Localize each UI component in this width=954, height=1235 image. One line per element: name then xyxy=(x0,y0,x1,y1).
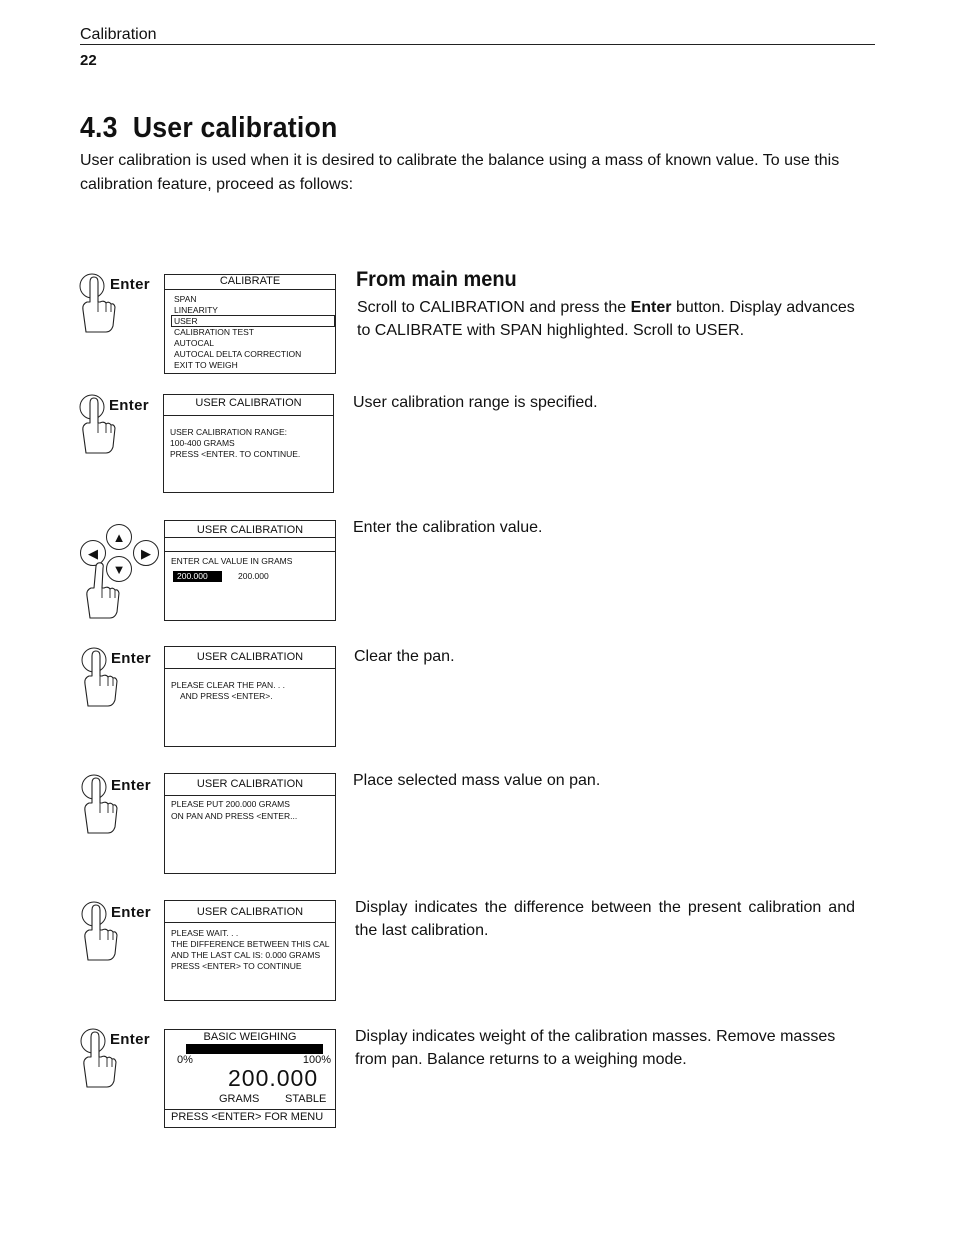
display-header: USER CALIBRATION xyxy=(196,651,304,663)
display-header: USER CALIBRATION xyxy=(196,906,304,918)
enter-button-label[interactable]: Enter xyxy=(110,276,150,293)
arrow-keypad xyxy=(78,522,164,622)
unit-label: GRAMS xyxy=(219,1093,260,1105)
step3-description: Enter the calibration value. xyxy=(353,519,543,536)
display-line: AND THE LAST CAL IS: 0.000 GRAMS xyxy=(171,950,321,960)
enter-button-label[interactable]: Enter xyxy=(111,904,151,921)
enter-button-label[interactable]: Enter xyxy=(111,650,151,667)
enter-button-label[interactable]: Enter xyxy=(110,1031,150,1048)
menu-item-span[interactable]: SPAN xyxy=(174,294,197,304)
display-header: USER CALIBRATION xyxy=(195,397,302,409)
display-clear-pan xyxy=(164,646,336,747)
display-line: PRESS <ENTER. TO CONTINUE. xyxy=(170,449,301,459)
menu-item-calibration-test[interactable]: CALIBRATION TEST xyxy=(174,327,254,337)
cal-value-selected[interactable]: 200.000 xyxy=(173,571,222,582)
display-divider xyxy=(165,289,335,290)
display-divider xyxy=(165,668,335,669)
step5-description: Place selected mass value on pan. xyxy=(353,772,601,789)
hand-press-icon xyxy=(82,558,132,620)
display-line: PRESS <ENTER> TO CONTINUE xyxy=(171,961,302,971)
menu-item-autocal[interactable]: AUTOCAL xyxy=(174,338,214,348)
display-line: PLEASE CLEAR THE PAN. . . xyxy=(171,680,286,690)
arrow-left-button[interactable]: ◀ xyxy=(80,540,106,566)
bar-max-label: 100% xyxy=(302,1054,331,1066)
display-divider xyxy=(165,1109,335,1110)
display-line: ENTER CAL VALUE IN GRAMS xyxy=(171,556,293,566)
display-line: USER CALIBRATION RANGE: xyxy=(170,427,287,437)
menu-item-user[interactable]: USER xyxy=(174,316,198,326)
display-divider xyxy=(165,922,335,923)
display-divider xyxy=(165,537,335,538)
display-line: AND PRESS <ENTER>. xyxy=(180,691,273,701)
display-line: ON PAN AND PRESS <ENTER... xyxy=(171,811,298,821)
display-enter-cal-value xyxy=(164,520,336,621)
header-rule xyxy=(80,44,875,45)
stability-status: STABLE xyxy=(285,1093,327,1105)
page-number: 22 xyxy=(80,52,97,69)
step7-description: Display indicates weight of the calibration masses. Remove masses from pan. Balance returns to a weighing mode. xyxy=(355,1028,836,1068)
weighing-progress-bar xyxy=(186,1044,323,1054)
display-line: THE DIFFERENCE BETWEEN THIS CAL xyxy=(171,939,330,949)
section-title: 4.3 User calibration xyxy=(80,112,338,144)
display-footer: PRESS <ENTER> FOR MENU xyxy=(171,1111,324,1123)
display-header: CALIBRATE xyxy=(219,275,281,287)
arrow-up-button[interactable]: ▲ xyxy=(106,524,132,550)
subsection-title: From main menu xyxy=(356,268,517,291)
display-header: USER CALIBRATION xyxy=(196,524,304,536)
menu-item-exit-to-weigh[interactable]: EXIT TO WEIGH xyxy=(174,360,238,370)
step6-description: Display indicates the difference between the present calibration and the last calibration. xyxy=(355,899,855,939)
display-line: 100-400 GRAMS xyxy=(170,438,235,448)
step1-description: Scroll to CALIBRATION and press the Enter button. Display advances to CALIBRATE with SPAN highlighted. Scroll to USER. xyxy=(357,299,855,339)
display-calibrate-menu xyxy=(164,274,336,374)
menu-item-linearity[interactable]: LINEARITY xyxy=(174,305,218,315)
bar-min-label: 0% xyxy=(177,1054,193,1066)
running-header: Calibration xyxy=(80,26,157,43)
arrow-down-button[interactable]: ▼ xyxy=(106,556,132,582)
cal-value-current: 200.000 xyxy=(238,571,269,581)
display-divider xyxy=(165,551,335,552)
display-user-calibration-range xyxy=(163,394,334,493)
display-basic-weighing xyxy=(164,1029,336,1128)
display-place-mass xyxy=(164,773,336,874)
intro-paragraph: User calibration is used when it is desired to calibrate the balance using a mass of known value. To use this calibration feature, proceed as follows: xyxy=(80,152,840,193)
display-header: USER CALIBRATION xyxy=(196,778,304,790)
step2-description: User calibration range is specified. xyxy=(353,394,598,411)
display-cal-difference xyxy=(164,900,336,1001)
menu-item-autocal-delta[interactable]: AUTOCAL DELTA CORRECTION xyxy=(174,349,302,359)
display-divider xyxy=(165,795,335,796)
display-line: PLEASE PUT 200.000 GRAMS xyxy=(171,799,290,809)
arrow-right-button[interactable]: ▶ xyxy=(133,540,159,566)
display-header: BASIC WEIGHING xyxy=(203,1031,297,1043)
enter-button-label[interactable]: Enter xyxy=(111,777,151,794)
display-divider xyxy=(164,415,333,416)
weight-readout: 200.000 xyxy=(228,1065,319,1091)
display-line: PLEASE WAIT. . . xyxy=(171,928,239,938)
enter-button-label[interactable]: Enter xyxy=(109,397,149,414)
step4-description: Clear the pan. xyxy=(354,648,455,665)
